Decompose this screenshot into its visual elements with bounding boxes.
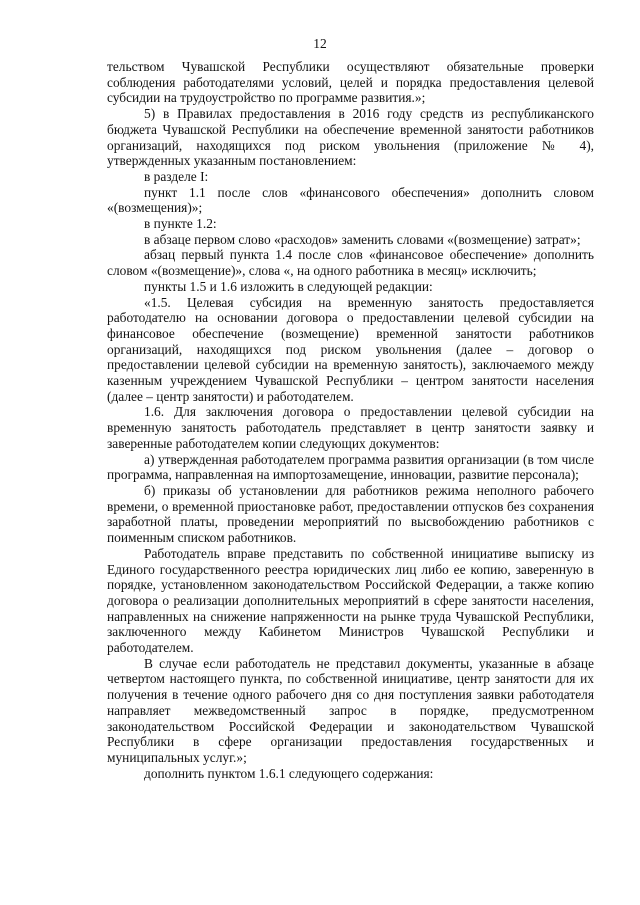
paragraph-continuation: тельством Чувашской Республики осуществляют обязательные проверки соблюдения работодателями условий, целей и порядка предоставления целевой субсидии на трудоустройство по программе развития.»;: [107, 59, 594, 106]
paragraph-1-5: «1.5. Целевая субсидия на временную занятость предоставляется работодателю на основании договора о предоставлении целевой субсидии на финансовое обеспечение (возмещение) временной занятости работников организаций, находящихся под риском увольнения (далее – договор о предоставлении целевой субсидии на временную занятость), заключаемого между казенным учреждением Чувашской Республики – центром занятости населения (далее – центр занятости) и работодателем.: [107, 294, 594, 404]
paragraph-point-1-4: абзац первый пункта 1.4 после слов «финансовое обеспечение» дополнить словом «(возмещение)», слова «, на одного работника в месяц» исключить;: [107, 247, 594, 279]
paragraph-section-1: в разделе I:: [144, 168, 209, 184]
paragraph-add-1-6-1: дополнить пунктом 1.6.1 следующего содержания:: [144, 765, 434, 781]
paragraph-a: а) утвержденная работодателем программа развития организации (в том числе программа, направленная на импортозамещение, инновации, развитие персонала);: [107, 451, 594, 483]
document-body: [107, 59, 594, 781]
paragraph-1-6: 1.6. Для заключения договора о предоставлении целевой субсидии на временную занятость работодатель представляет в центр занятости заявку и заверенные работодателем копии следующих документов:: [107, 404, 594, 451]
paragraph-item-5: 5) в Правилах предоставления в 2016 году средств из республиканского бюджета Чувашской Республики на обеспечение временной занятости работников организаций, находящихся под риском увольнения (приложение № 4), утвержденных указанным постановлением:: [107, 106, 594, 169]
paragraph-b: б) приказы об установлении для работников режима неполного рабочего времени, о временной приостановке работ, предоставлении отпусков без сохранения заработной платы, проведении мероприятий по высвобождению работников с поименным списком работников.: [107, 482, 594, 546]
paragraph-points-1-5-1-6: пункты 1.5 и 1.6 изложить в следующей редакции:: [144, 278, 433, 294]
page-number: 12: [313, 36, 327, 51]
paragraph-point-1-1: пункт 1.1 после слов «финансового обеспечения» дополнить словом «(возмещения)»;: [107, 184, 594, 216]
paragraph-first-para: в абзаце первом слово «расходов» заменить словами «(возмещение) затрат»;: [144, 231, 581, 247]
paragraph-interagency-request: В случае если работодатель не представил документы, указанные в абзаце четвертом настоящего пункта, по собственной инициативе, центр занятости для их получения в течение одного рабочего дня со дня поступления заявки работодателя направляет межведомственный запрос в порядке, предусмотренном законодательством Российской Федерации и законодательством Чувашской Республики в сфере организации предоставления государственных и муниципальных услуг.»;: [107, 655, 594, 765]
paragraph-point-1-2: в пункте 1.2:: [144, 216, 217, 232]
paragraph-employer-right: Работодатель вправе представить по собственной инициативе выписку из Единого государственного реестра юридических лиц либо ее копию, заверенную в порядке, установленном законодательством Российской Федерации, а также копию договора о реализации дополнительных мероприятий в сфере занятости населения, направленных на снижение напряженности на рынке труда Чувашской Республики, заключенного между Кабинетом Министров Чувашской Республики и работодателем.: [107, 545, 594, 656]
